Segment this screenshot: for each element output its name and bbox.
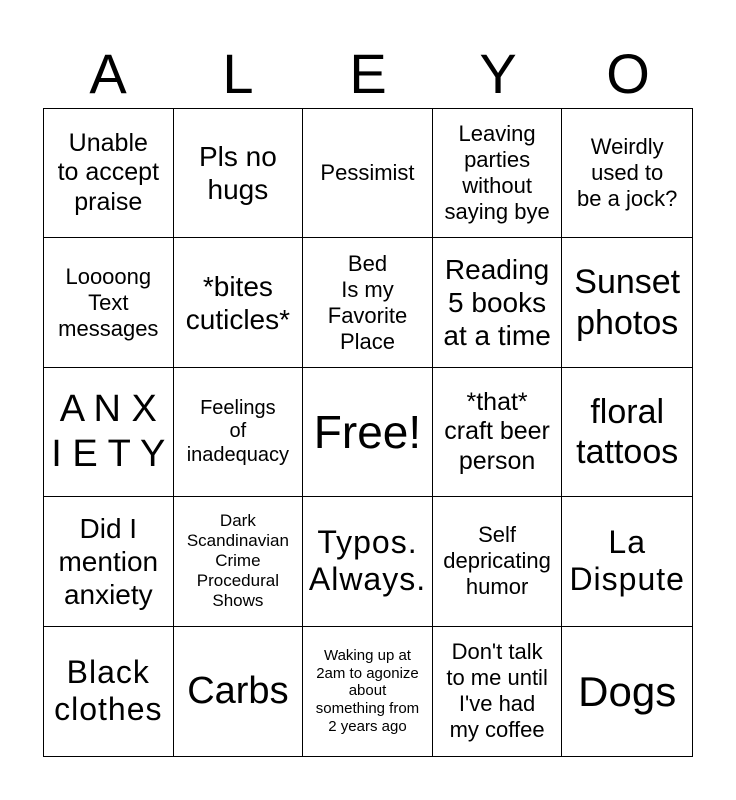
bingo-board <box>43 108 693 757</box>
bingo-cell[interactable]: Dogs <box>578 667 677 715</box>
bingo-header <box>43 40 693 108</box>
bingo-cell[interactable]: A N X I E T Y <box>44 368 174 497</box>
bingo-cell[interactable]: Waking up at 2am to agonize about something from 2 years ago <box>303 627 433 756</box>
bingo-cell[interactable]: Carbs <box>174 627 304 756</box>
header-letter: O <box>606 42 650 105</box>
bingo-cell[interactable]: Typos. Always. <box>303 497 433 626</box>
bingo-cell[interactable]: La Dispute <box>562 497 692 626</box>
bingo-cell[interactable]: *that* craft beer person <box>433 368 563 497</box>
bingo-cell[interactable]: Unable to accept praise <box>44 109 174 238</box>
bingo-cell[interactable]: Bed Is my Favorite Place <box>303 238 433 367</box>
bingo-cell[interactable]: *bites cuticles* <box>174 238 304 367</box>
bingo-cell[interactable]: Dark Scandinavian Crime Procedural Shows <box>174 497 304 626</box>
free-space-cell[interactable]: Free! <box>303 368 433 497</box>
header-letter: A <box>89 42 127 105</box>
bingo-cell[interactable]: Loooong Text messages <box>44 238 174 367</box>
bingo-cell[interactable]: floral tattoos <box>562 368 692 497</box>
bingo-cell[interactable]: Pls no hugs <box>174 109 304 238</box>
bingo-cell[interactable]: Weirdly used to be a jock? <box>562 109 692 238</box>
header-letter: L <box>222 42 254 105</box>
bingo-cell[interactable]: Pessimist <box>303 109 433 238</box>
bingo-cell[interactable]: Feelings of inadequacy <box>174 368 304 497</box>
bingo-cell[interactable]: Did I mention anxiety <box>44 497 174 626</box>
bingo-cell[interactable]: Self depricating humor <box>433 497 563 626</box>
bingo-cell[interactable]: Leaving parties without saying bye <box>433 109 563 238</box>
bingo-cell[interactable]: Reading 5 books at a time <box>433 238 563 367</box>
bingo-cell[interactable]: Sunset photos <box>562 238 692 367</box>
bingo-cell[interactable]: Don't talk to me until I've had my coffee <box>433 627 563 756</box>
header-letter: E <box>349 42 387 105</box>
bingo-cell[interactable]: Black clothes <box>44 627 174 756</box>
header-letter: Y <box>479 42 517 105</box>
